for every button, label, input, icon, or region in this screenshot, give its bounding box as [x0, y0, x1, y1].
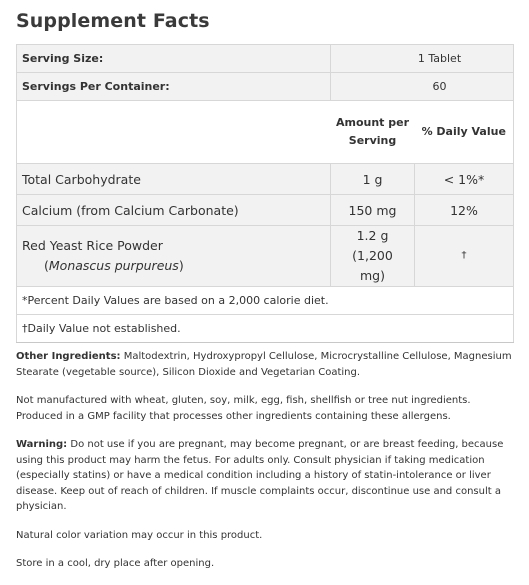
- warning-text: Do not use if you are pregnant, may become pregnant, or are breast feeding, because using this product may harm the fetus. For adults only. Consult physician if taking medication (especially statins) or have a medical condition including a history of statin-intolerance or liver disease. Keep out of reach of children. If muscle complaints occur, discontinue use and consult a physician.: [16, 439, 504, 512]
- ingredient-amount-line1: 1.2 g (1,200: [352, 228, 393, 263]
- storage-instructions: Store in a cool, dry place after opening.: [16, 558, 215, 569]
- servings-per-container-row: [17, 73, 514, 101]
- ingredient-source-latin: Monascus purpureus: [48, 258, 179, 273]
- serving-size-row: [17, 45, 514, 73]
- ingredient-name: Calcium (from Calcium Carbonate): [17, 195, 331, 226]
- allergen-statement: Not manufactured with wheat, gluten, soy, milk, egg, fish, shellfish or tree nut ingredients. Produced in a GMP facility that processes other ingredients containing these allergens.: [16, 395, 471, 422]
- page-title: Supplement Facts: [16, 10, 210, 32]
- footnote-row: [17, 315, 514, 343]
- servings-per-container-label: Servings Per Container:: [17, 73, 331, 101]
- ingredient-daily-value: 12%: [415, 195, 514, 226]
- ingredient-amount: 1 g: [331, 164, 415, 195]
- amount-per-serving-header: [331, 101, 415, 164]
- percent-daily-value-footnote: *Percent Daily Values are based on a 2,000 calorie diet.: [17, 287, 514, 315]
- daily-value-not-established-footnote: †Daily Value not established.: [17, 315, 514, 343]
- ingredient-name-cell: [17, 226, 331, 287]
- serving-size-value: 1 Tablet: [331, 45, 514, 73]
- other-ingredients-paragraph: [16, 349, 513, 380]
- ingredient-row: [17, 195, 514, 226]
- servings-per-container-value: 60: [331, 73, 514, 101]
- header-blank-cell: [17, 101, 331, 164]
- supplement-facts-table: [16, 44, 514, 343]
- ingredient-source: (Monascus purpureus): [44, 258, 184, 273]
- ingredient-row: [17, 226, 514, 287]
- ingredient-name: Red Yeast Rice Powder: [22, 238, 163, 253]
- ingredient-amount: 150 mg: [331, 195, 415, 226]
- amount-header-line1: Amount per: [335, 116, 410, 129]
- other-ingredients-text: Maltodextrin, Hydroxypropyl Cellulose, Microcrystalline Cellulose, Magnesium Stearate (vegetable source), Silicon Dioxide and Vegetarian Coating.: [16, 351, 512, 378]
- warning-label: Warning:: [16, 439, 68, 450]
- footnote-row: [17, 287, 514, 315]
- ingredient-daily-value: †: [415, 226, 514, 287]
- column-header-row: [17, 101, 514, 164]
- product-info: [16, 349, 513, 585]
- warning-paragraph: [16, 437, 513, 515]
- ingredient-daily-value: < 1%*: [415, 164, 514, 195]
- other-ingredients-label: Other Ingredients:: [16, 351, 121, 362]
- ingredient-amount-line2: mg): [360, 268, 385, 283]
- ingredient-name: Total Carbohydrate: [17, 164, 331, 195]
- daily-value-header: % Daily Value: [415, 101, 514, 164]
- amount-header-line2: Serving: [348, 134, 397, 147]
- ingredient-row: [17, 164, 514, 195]
- color-variation-note: Natural color variation may occur in this product.: [16, 529, 263, 541]
- serving-size-label: Serving Size:: [17, 45, 331, 73]
- ingredient-amount: [331, 226, 415, 287]
